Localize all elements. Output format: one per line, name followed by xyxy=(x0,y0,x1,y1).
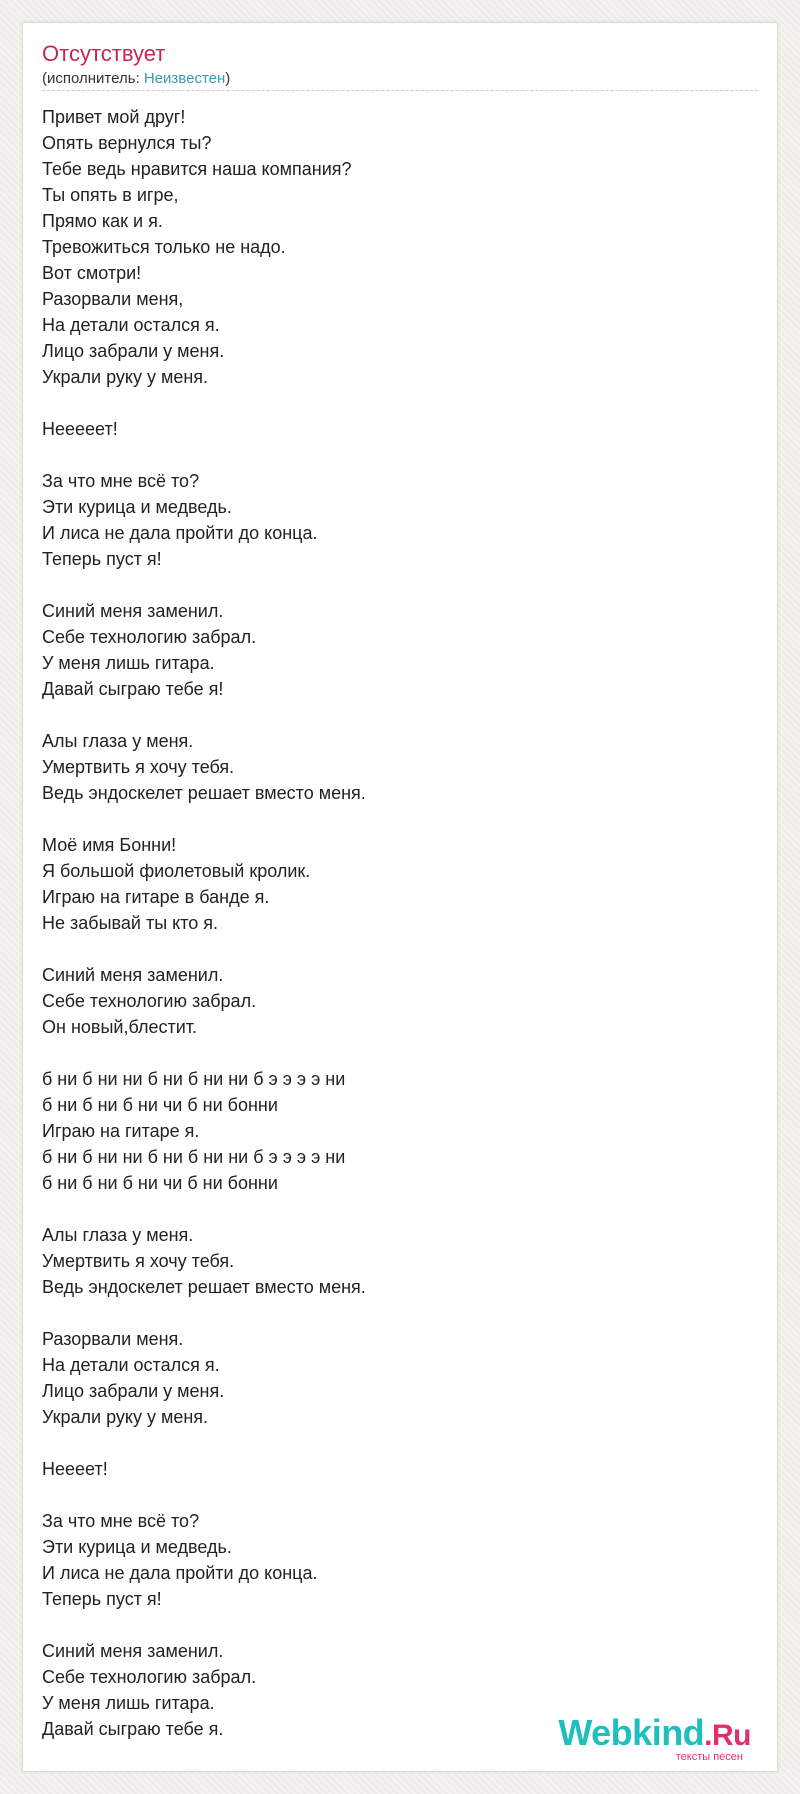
logo-wordmark xyxy=(558,1713,751,1756)
artist-link[interactable]: Неизвестен xyxy=(143,70,226,87)
artist-prefix: (исполнитель: xyxy=(42,70,144,87)
logo-tagline: тексты песен xyxy=(675,1751,743,1763)
logo-main-text: Webkind xyxy=(558,1712,705,1753)
artist-suffix: ) xyxy=(225,70,231,87)
logo-tld: .Ru xyxy=(704,1719,751,1752)
song-title: Отсутствует xyxy=(42,41,166,66)
lyrics-text: Привет мой друг! Опять вернулся ты? Тебе ведь нравится наша компания? Ты опять в игре, Прямо как и я. Тревожиться только не надо. Вот смотри! Разорвали меня, На детали остался я. Лицо забрали у меня. Украли руку у меня. Неееeет! За что мне всё то? Эти курица и медведь. И лиса не дала пройти до конца. Теперь пуст я! Синий меня заменил. Себе технологию забрал. У меня лишь гитара. Давай сыграю тебе я! Алы глаза у меня. Умертвить я хочу тебя. Ведь эндоскелет решает вместо меня. Моё имя Бонни! Я большой фиолетовый кролик. Играю на гитаре в банде я. Не забывай ты кто я. Синий меня заменил. Себе технологию забрал. Он новый,блестит. б ни б ни ни б ни б ни ни б э э э э ни б ни б ни б ни чи б ни бонни Играю на гитаре я. б ни б ни ни б ни б ни ни б э э э э ни б ни б ни б ни чи б ни бонни Алы глаза у меня. Умертвить я хочу тебя. Ведь эндоскелет решает вместо меня. Разорвали меня. На детали остался я. Лицо забрали у меня. Украли руку у меня. Неееет! За что мне всё то? Эти курица и медведь. И лиса не дала пройти до конца. Теперь пуст я! Синий меня заменил. Себе технологию забрал. У меня лишь гитара. Давай сыграю тебе я. xyxy=(42,107,366,1739)
lyrics-card xyxy=(22,22,778,1772)
song-header xyxy=(42,41,758,91)
webkind-logo[interactable] xyxy=(551,1709,751,1769)
artist-line xyxy=(42,70,758,91)
